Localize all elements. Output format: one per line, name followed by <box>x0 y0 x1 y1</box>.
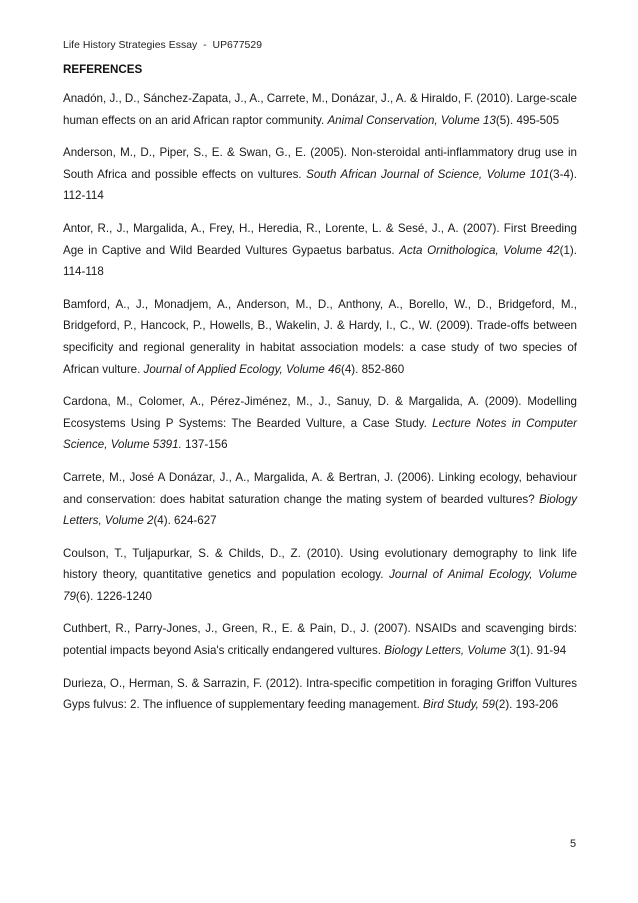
reference-list <box>63 88 577 727</box>
reference-entry <box>63 543 577 608</box>
reference-journal: Biology Letters, Volume 2 <box>63 492 577 528</box>
reference-journal: Bird Study, 59 <box>423 698 496 712</box>
reference-entry <box>63 294 577 380</box>
reference-issue-pages: (4). 852-860 <box>340 362 405 376</box>
reference-journal: Journal of Applied Ecology, Volume 46 <box>143 362 341 376</box>
reference-authors-title: Coulson, T., Tuljapurkar, S. & Childs, D., Z. (2010). Using evolutionary demography to link life history theory, quantitative genetics and population ecology. <box>63 546 577 582</box>
reference-journal: Biology Letters, Volume 3 <box>384 644 516 658</box>
reference-journal: Lecture Notes in Computer Science, Volume 5391. <box>63 416 577 452</box>
reference-authors-title: Anderson, M., D., Piper, S., E. & Swan, G., E. (2005). Non-steroidal anti-inflammatory drug use in South Africa and possible effects on vultures. <box>63 146 577 181</box>
reference-entry <box>63 218 577 283</box>
reference-authors-title: Cardona, M., Colomer, A., Pérez-Jiménez, M., J., Sanuy, D. & Margalida, A. (2009). Modelling Ecosystems Using P Systems: The Bearded Vulture, a Case Study. <box>63 395 577 430</box>
reference-issue-pages: 137-156 <box>181 438 228 452</box>
reference-authors-title: Cuthbert, R., Parry-Jones, J., Green, R., E. & Pain, D., J. (2007). NSAIDs and scavenging birds: potential impacts beyond Asia's critically endangered vultures. <box>63 622 577 658</box>
reference-issue-pages: (1). 91-94 <box>515 644 567 658</box>
reference-issue-pages: (5). 495-505 <box>495 113 560 127</box>
reference-entry <box>63 467 577 532</box>
reference-entry <box>63 142 577 207</box>
reference-authors-title: Bamford, A., J., Monadjem, A., Anderson, M., D., Anthony, A., Borello, W., D., Bridgeford, M., Bridgeford, P., Hancock, P., Howells, B., Wakelin, J. & Hardy, I., C., W. (2009). Trade-offs between specificity and regional generality in habitat association models: a case study of two species of African vulture. <box>63 297 577 376</box>
reference-entry <box>63 673 577 716</box>
reference-authors-title: Durieza, O., Herman, S. & Sarrazin, F. (2012). Intra-specific competition in foraging Griffon Vultures Gyps fulvus: 2. The influence of supplementary feeding management. <box>63 676 577 712</box>
reference-journal: Animal Conservation, Volume 13 <box>327 113 496 127</box>
page-number: 5 <box>570 838 577 850</box>
reference-authors-title: Antor, R., J., Margalida, A., Frey, H., Heredia, R., Lorente, L. & Sesé, J., A. (2007). First Breeding Age in Captive and Wild Bearded Vultures Gypaetus barbatus. <box>63 221 577 257</box>
reference-entry <box>63 88 577 131</box>
reference-authors-title: Anadón, J., D., Sánchez-Zapata, J., A., Carrete, M., Donázar, J., A. & Hiraldo, F. (2010). Large-scale human effects on an arid African raptor community. <box>63 92 577 127</box>
reference-issue-pages: (2). 193-206 <box>495 698 559 712</box>
reference-journal: South African Journal of Science, Volume 101 <box>306 167 550 181</box>
reference-journal: Journal of Animal Ecology, Volume 79 <box>63 568 577 603</box>
reference-issue-pages: (4). 624-627 <box>153 514 217 528</box>
running-header: Life History Strategies Essay - UP677529 <box>63 40 263 51</box>
reference-issue-pages: (3-4). 112-114 <box>63 167 577 203</box>
page-title: REFERENCES <box>63 63 143 76</box>
reference-issue-pages: (1). 114-118 <box>63 243 577 279</box>
reference-issue-pages: (6). 1226-1240 <box>75 589 152 603</box>
reference-journal: Acta Ornithologica, Volume 42 <box>399 243 560 257</box>
reference-entry <box>63 618 577 661</box>
reference-entry <box>63 391 577 456</box>
reference-authors-title: Carrete, M., José A Donázar, J., A., Margalida, A. & Bertran, J. (2006). Linking ecology, behaviour and conservation: does habitat saturation change the mating system of bearded vultures? <box>63 470 577 506</box>
